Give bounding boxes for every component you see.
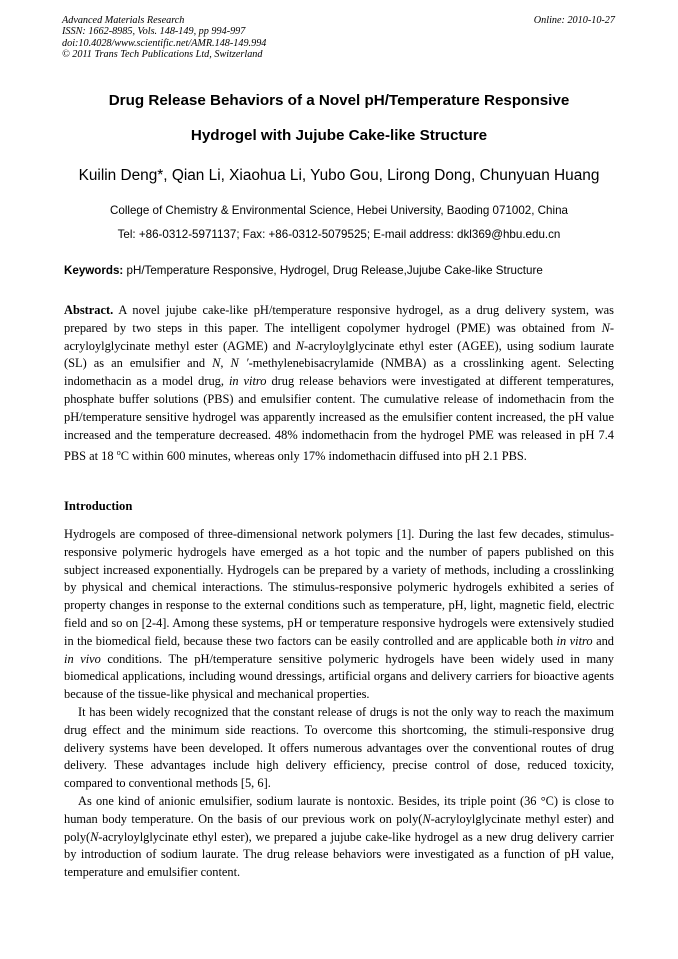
paragraph-text: N	[422, 811, 431, 826]
abstract-text: -methylenebisacrylamide (NMBA) as a crosslinking agent. Selecting indomethacin as a model drug,	[64, 356, 614, 389]
abstract-text: N ′	[230, 356, 249, 371]
paper-title-line-2: Hydrogel with Jujube Cake-like Structure	[190, 127, 488, 144]
paragraph-text: and	[592, 633, 614, 648]
online-date: Online: 2010-10-27	[533, 15, 615, 26]
paragraph-text: N	[90, 829, 99, 844]
keywords-text: pH/Temperature Responsive, Hydrogel, Drug Release,Jujube Cake-like Structure	[123, 264, 543, 277]
paragraph-text: As one kind of anionic emulsifier, sodium laurate is nontoxic. Besides, its triple point (36 °C) is close to human body temperature. On the basis of our previous work on poly(	[64, 793, 614, 826]
paragraph-text: in vitro	[556, 633, 593, 648]
abstract	[64, 302, 614, 466]
keywords-label: Keywords:	[64, 264, 124, 277]
affiliation: College of Chemistry & Environmental Science, Hebei University, Baoding 071002, China	[110, 204, 568, 217]
abstract-label: Abstract.	[64, 303, 114, 317]
copyright-line: © 2011 Trans Tech Publications Ltd, Switzerland	[62, 49, 263, 61]
paper-title-line-1: Drug Release Behaviors of a Novel pH/Temperature Responsive	[108, 92, 570, 109]
paragraph-text: Hydrogels are composed of three-dimensional network polymers [1]. During the last few decades, stimulus-responsive polymeric hydrogels have emerged as a hot topic and the number of papers published on this subject increased exponentially. Hydrogels can be prepared by a variety of methods, including a crosslinking by physical and chemical interactions. The stimulus-responsive polymeric hydrogels exhibited a series of property changes in response to the external conditions such as temperature, pH, light, magnetic field, electric field and so on [2-4]. Among these systems, pH or temperature responsive hydrogels were extensively studied in the biomedical field, because these two factors can be easily controlled and are applicable both	[64, 527, 614, 648]
issn-line: ISSN: 1662-8985, Vols. 148-149, pp 994-997	[62, 26, 246, 38]
introduction-body	[64, 526, 614, 882]
degree-superscript: o	[116, 448, 121, 458]
abstract-text: N	[295, 338, 304, 353]
section-heading-introduction: Introduction	[64, 499, 133, 513]
abstract-text: A novel jujube cake-like pH/temperature responsive hydrogel, as a drug delivery system, was prepared by two steps in this paper. The intelligent copolymer hydrogel (PME) was obtained from	[64, 303, 614, 335]
paragraph-text: -acryloylglycinate ethyl ester), we prepared a jujube cake-like hydrogel as a new drug delivery carrier by introduction of sodium laurate. The drug release behaviors were investigated as a function of pH value, temperature and emulsifier content.	[64, 829, 614, 880]
intro-paragraph-2: It has been widely recognized that the constant release of drugs is not the only way to reach the maximum drug effect and the minimum side reactions. To overcome this shortcoming, the stimuli-responsive drug delivery systems have been developed. It offers numerous advantages over the conventional routes of drug delivery. These advantages include high delivery efficiency, precise control of dose, reduced toxicity, compared to conventional methods [5, 6].	[64, 704, 614, 791]
abstract-text: C within 600 minutes, whereas only 17% indomethacin diffused into pH 2.1 PBS.	[120, 449, 527, 464]
journal-header	[62, 15, 266, 61]
paragraph-text: in vivo	[64, 651, 101, 666]
abstract-text: N	[601, 320, 610, 335]
abstract-text: ,	[220, 356, 231, 371]
abstract-text: -acryloylglycinate ethyl ester (AGEE), using sodium laurate (SL) as an emulsifier and	[64, 338, 614, 371]
intro-paragraph-1	[64, 526, 614, 704]
intro-paragraph-3	[64, 793, 614, 882]
abstract-text: in vitro	[228, 374, 267, 389]
journal-name: Advanced Materials Research	[62, 15, 185, 26]
doi-line[interactable]: doi:10.4028/www.scientific.net/AMR.148-149.994	[62, 37, 267, 49]
paragraph-text: -acryloylglycinate methyl ester) and poly(	[64, 811, 614, 844]
abstract-text: N	[212, 356, 221, 371]
abstract-text: -acryloylglycinate methyl ester (AGME) and	[64, 320, 614, 353]
keywords	[64, 264, 616, 277]
paragraph-text: conditions. The pH/temperature sensitive polymeric hydrogels have been widely used in many biomedical applications, including wound dressings, artificial organs and delivery carriers for bioactive agents because of the tissue-like physical and mechanical properties.	[64, 651, 614, 702]
author-list: Kuilin Deng*, Qian Li, Xiaohua Li, Yubo Gou, Lirong Dong, Chunyuan Huang	[78, 167, 600, 184]
abstract-text: drug release behaviors were investigated at different temperatures, phosphate buffer solutions (PBS) and emulsifier content. The cumulative release of indomethacin from the pH/temperature sensitive hydrogel was apparently increased as the emulsifier content increased, the pH value increased and the temperature decreased. 48% indomethacin from the hydrogel PME was released in pH 7.4 PBS at 18	[64, 374, 614, 464]
contact-info: Tel: +86-0312-5971137; Fax: +86-0312-5079525; E-mail address: dkl369@hbu.edu.cn	[117, 228, 561, 241]
